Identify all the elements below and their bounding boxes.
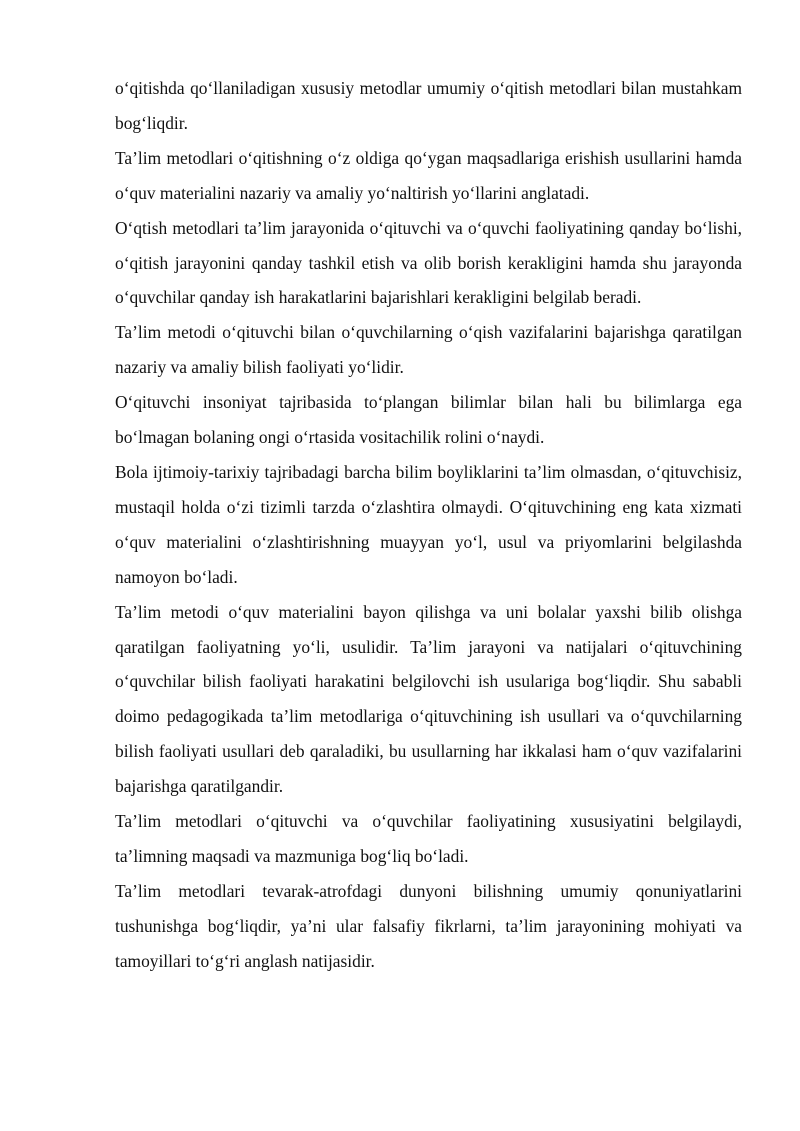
document-body xyxy=(115,71,742,979)
paragraph: Ta’lim metodlari o‘qituvchi va o‘quvchilar faoliyatining xususiyatini belgilaydi, ta’limning maqsadi va mazmuniga bog‘liq bo‘ladi. xyxy=(115,811,742,866)
paragraph: O‘qtish metodlari ta’lim jarayonida o‘qituvchi va o‘quvchi faoliyatining qanday bo‘lishi, o‘qitish jarayonini qanday tashkil etish va olib borish kerakligini hamda shu jarayonda o‘quvchilar qanday ish harakatlarini bajarishlari kerakligini belgilab beradi. xyxy=(115,217,742,308)
paragraph: Ta’lim metodi o‘qituvchi bilan o‘quvchilarning o‘qish vazifalarini bajarishga qaratilgan nazariy va amaliy bilish faoliyati yo‘lidir. xyxy=(115,322,742,378)
paragraph: Ta’lim metodlari o‘qitishning o‘z oldiga qo‘ygan maqsadlariga erishish usullarini hamda o‘quv materialini nazariy va amaliy yo‘naltirish yo‘llarini anglatadi. xyxy=(115,147,742,203)
paragraph: Ta’lim metodi o‘quv materialini bayon qilishga va uni bolalar yaxshi bilib olishga qaratilgan faoliyatning yo‘li, usulidir. Ta’lim jarayoni va natijalari o‘qituvchining o‘quvchilar bilish faoliyati harakatini belgilovchi ish usulariga bog‘liqdir. Shu sababli doimo pedagogikada ta’lim metodlariga o‘qituvchining ish usullari va o‘quvchilarning bilish faoliyati usullari deb qaraladiki, bu usullarning har ikkalasi ham o‘quv vazifalarini bajarishga qaratilgandir. xyxy=(115,601,742,797)
paragraph: Ta’lim metodlari tevarak-atrofdagi dunyoni bilishning umumiy qonuniyatlarini tushunishga bog‘liqdir, ya’ni ular falsafiy fikrlarni, ta’lim jarayonining mohiyati va tamoyillari to‘g‘ri anglash natijasidir. xyxy=(115,880,742,971)
paragraph: Bola ijtimoiy-tarixiy tajribadagi barcha bilim boyliklarini ta’lim olmasdan, o‘qituvchisiz, mustaqil holda o‘zi tizimli tarzda o‘zlashtira olmaydi. O‘qituvchining eng kata xizmati o‘quv materialini o‘zlashtirishning muayyan yo‘l, usul va priyomlarini belgilashda namoyon bo‘ladi. xyxy=(115,461,742,587)
paragraph: O‘qituvchi insoniyat tajribasida to‘plangan bilimlar bilan hali bu bilimlarga ega bo‘lmagan bolaning ongi o‘rtasida vositachilik rolini o‘naydi. xyxy=(115,392,742,448)
paragraph: o‘qitishda qo‘llaniladigan xususiy metodlar umumiy o‘qitish metodlari bilan mustahkam bog‘liqdir. xyxy=(115,78,742,133)
